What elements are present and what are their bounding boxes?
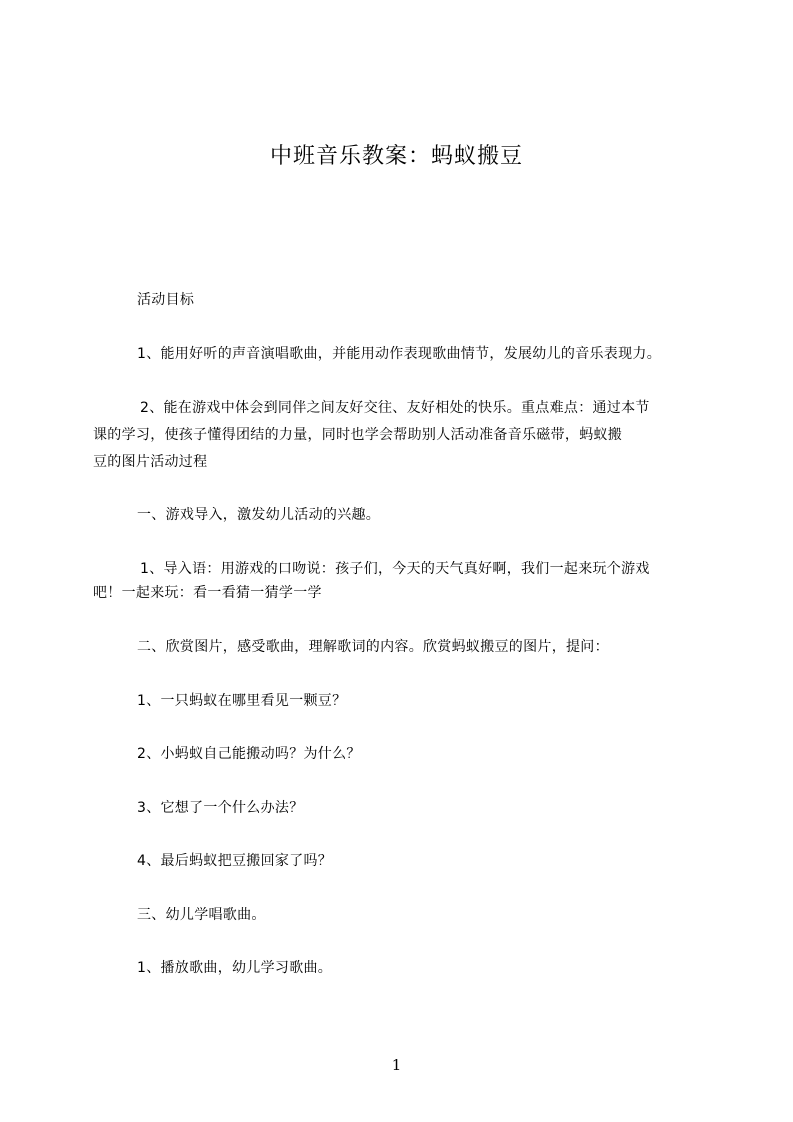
goal-item-1: 1、能用好听的声音演唱歌曲，并能用动作表现歌曲情节，发展幼儿的音乐表现力。 bbox=[137, 346, 662, 362]
section-1-heading: 一、游戏导入，激发幼儿活动的兴趣。 bbox=[137, 507, 381, 523]
question-1: 1、一只蚂蚁在哪里看见一颗豆？ bbox=[137, 693, 347, 709]
section-2-heading: 二、欣赏图片，感受歌曲，理解歌词的内容。欣赏蚂蚁搬豆的图片，提问： bbox=[137, 639, 609, 655]
question-4: 4、最后蚂蚁把豆搬回家了吗？ bbox=[137, 853, 333, 869]
goal-item-2-line-1: 2、能在游戏中体会到同伴之间友好交往、友好相处的快乐。重点难点：通过本节 bbox=[140, 400, 650, 416]
section-3-heading: 三、幼儿学唱歌曲。 bbox=[137, 907, 266, 923]
goal-item-2-line-2: 课的学习，使孩子懂得团结的力量，同时也学会帮助别人活动准备音乐磁带，蚂蚁搬 bbox=[93, 427, 623, 443]
section-1-item-line-1: 1、导入语：用游戏的口吻说：孩子们，今天的天气真好啊，我们一起来玩个游戏 bbox=[140, 561, 650, 577]
page-title: 中班音乐教案：蚂蚁搬豆 bbox=[269, 144, 523, 169]
section-1-item-line-2: 吧！一起来玩：看一看猜一猜学一学 bbox=[93, 585, 322, 601]
question-2: 2、小蚂蚁自己能搬动吗？为什么？ bbox=[137, 746, 361, 762]
question-3: 3、它想了一个什么办法？ bbox=[137, 800, 304, 816]
goal-item-2-line-3: 豆的图片活动过程 bbox=[93, 454, 208, 470]
goals-heading: 活动目标 bbox=[137, 292, 195, 308]
section-3-item-1: 1、播放歌曲，幼儿学习歌曲。 bbox=[137, 960, 333, 976]
page-number: 1 bbox=[391, 1056, 402, 1074]
